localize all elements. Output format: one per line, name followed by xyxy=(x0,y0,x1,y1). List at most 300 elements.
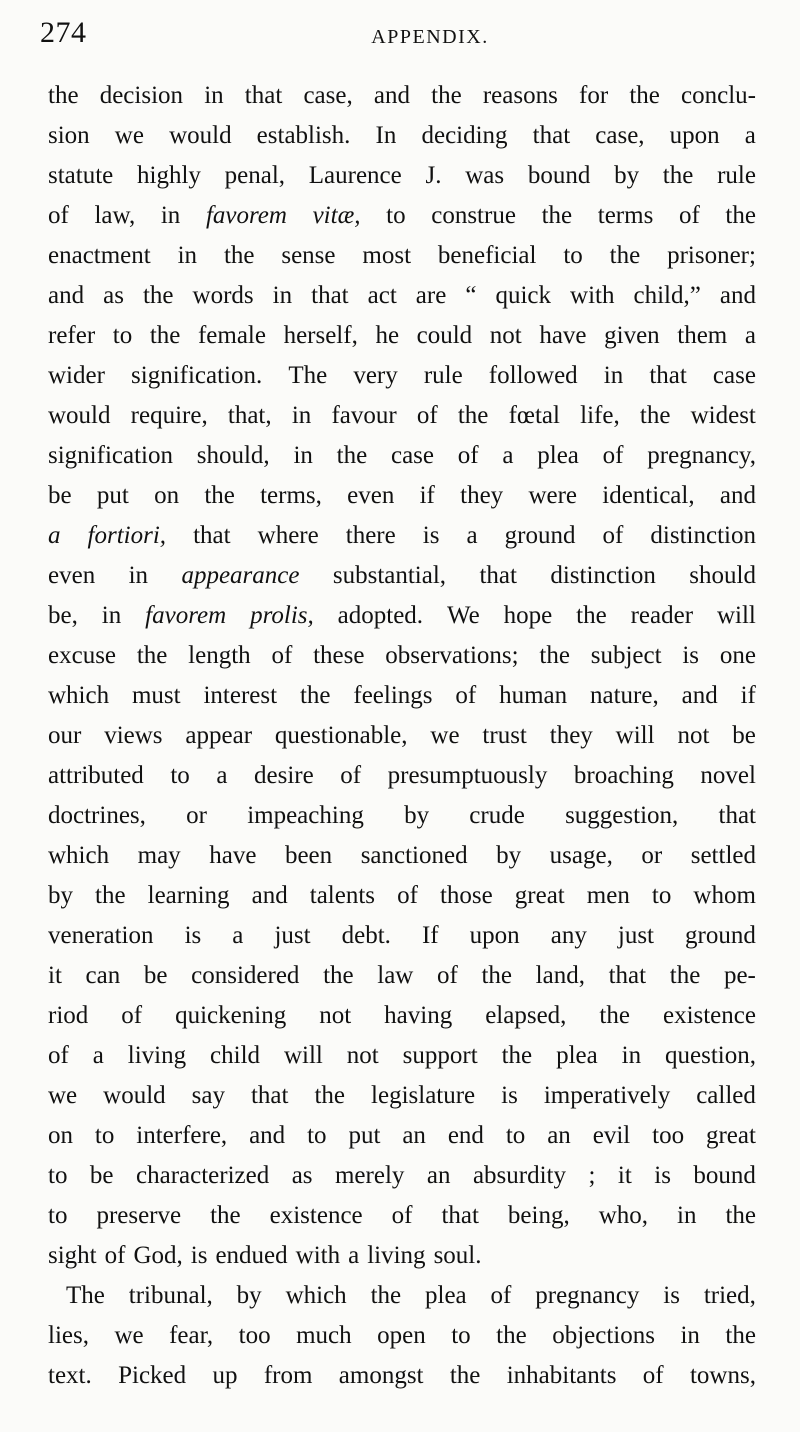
word: case xyxy=(390,442,435,469)
word: the xyxy=(136,642,168,669)
word: God, xyxy=(133,1242,183,1269)
word: length xyxy=(188,642,251,669)
body-text xyxy=(48,76,756,1396)
word: by xyxy=(48,882,73,909)
word: up xyxy=(212,1362,238,1389)
word: must xyxy=(131,682,181,709)
word: of xyxy=(416,402,438,429)
word: is xyxy=(184,922,202,949)
word: to xyxy=(48,1202,68,1229)
word: prisoner; xyxy=(667,242,756,269)
word: if xyxy=(419,482,435,509)
word: appear xyxy=(185,722,253,749)
word: our xyxy=(48,722,82,749)
word: which xyxy=(48,682,110,709)
word: plea xyxy=(425,1282,467,1309)
word: text. xyxy=(48,1362,92,1389)
word: one xyxy=(719,642,756,669)
word: with xyxy=(570,282,615,309)
text-line xyxy=(48,76,756,116)
word: is xyxy=(501,1082,518,1109)
word: questionable, xyxy=(274,722,408,749)
text-line xyxy=(48,1036,756,1076)
word: excuse xyxy=(48,642,117,669)
word: to xyxy=(170,762,190,789)
word: enactment xyxy=(48,242,151,269)
word: the xyxy=(725,202,756,229)
word: question, xyxy=(665,1042,756,1069)
word: of xyxy=(457,442,479,469)
word: these xyxy=(313,642,365,669)
word: the xyxy=(223,242,255,269)
text-line xyxy=(48,276,756,316)
word: endued xyxy=(215,1242,288,1269)
word: the xyxy=(501,1042,533,1069)
word: sense xyxy=(281,242,336,269)
word: land, xyxy=(535,962,585,989)
word: the xyxy=(599,1002,630,1029)
word: in xyxy=(160,202,181,229)
word: the xyxy=(299,682,331,709)
word: widest xyxy=(690,402,756,429)
word: establish. xyxy=(256,122,351,149)
word: a xyxy=(348,1242,360,1269)
word: a xyxy=(466,522,478,549)
word: favour xyxy=(331,402,397,429)
text-line xyxy=(48,1156,756,1196)
word: for xyxy=(579,82,609,109)
word: open xyxy=(377,1322,426,1349)
word: whom xyxy=(693,882,756,909)
word: absurdity xyxy=(472,1162,566,1189)
word: that xyxy=(718,802,756,829)
word: that xyxy=(193,522,231,549)
word: were xyxy=(528,482,578,509)
word: in xyxy=(101,602,122,629)
word: law xyxy=(377,962,414,989)
word: preserve xyxy=(96,1202,182,1229)
word: trust xyxy=(482,722,527,749)
word: of xyxy=(391,1202,413,1229)
word: terms xyxy=(597,202,654,229)
text-line xyxy=(48,476,756,516)
word: just xyxy=(274,922,311,949)
word: even xyxy=(48,562,96,589)
word: and xyxy=(719,282,756,309)
word: the xyxy=(576,602,607,629)
word: child,” xyxy=(633,282,701,309)
word: the xyxy=(314,1082,346,1109)
word: the xyxy=(336,442,368,469)
word: existence xyxy=(662,1002,756,1029)
word: as xyxy=(291,1162,313,1189)
word: that xyxy=(608,962,647,989)
text-line xyxy=(48,396,756,436)
word: case, xyxy=(595,122,645,149)
word: the xyxy=(725,1202,756,1229)
word: is xyxy=(663,1282,680,1309)
word: any xyxy=(550,922,587,949)
word: reader xyxy=(630,602,694,629)
word: is xyxy=(422,522,440,549)
word: ; xyxy=(588,1162,596,1189)
word: fear, xyxy=(169,1322,214,1349)
word: the xyxy=(541,202,573,229)
word: deciding xyxy=(421,122,508,149)
word: reasons xyxy=(482,82,558,109)
word: appearance xyxy=(181,562,300,589)
word: a xyxy=(232,922,244,949)
word: he xyxy=(375,322,400,349)
text-line xyxy=(48,756,756,796)
word: in xyxy=(177,242,198,269)
word: require, xyxy=(130,402,208,429)
word: novel xyxy=(700,762,756,789)
word: of xyxy=(121,1002,143,1029)
word: who, xyxy=(598,1202,649,1229)
word: merely xyxy=(334,1162,405,1189)
word: case, xyxy=(303,82,353,109)
word: the xyxy=(48,82,79,109)
word: too xyxy=(238,1322,271,1349)
word: learning xyxy=(147,882,230,909)
word: to xyxy=(94,1122,115,1149)
word: the xyxy=(481,962,513,989)
word: an xyxy=(547,1122,571,1149)
word: should, xyxy=(196,442,270,469)
word: highly xyxy=(137,162,201,189)
word: of xyxy=(602,522,624,549)
word: the xyxy=(629,82,660,109)
word: beneficial xyxy=(437,242,537,269)
text-line xyxy=(48,636,756,676)
text-line xyxy=(48,796,756,836)
word: distinction xyxy=(650,522,756,549)
word: fortiori, xyxy=(87,522,167,549)
word: the xyxy=(95,882,126,909)
word: suggestion, xyxy=(565,802,679,829)
word: “ xyxy=(465,282,477,309)
text-line xyxy=(48,236,756,276)
word: The xyxy=(288,362,328,389)
word: female xyxy=(197,322,266,349)
word: there xyxy=(345,522,396,549)
word: the xyxy=(370,1282,402,1309)
word: life, xyxy=(580,402,620,429)
word: can xyxy=(85,962,121,989)
word: that xyxy=(311,282,349,309)
word: broaching xyxy=(573,762,674,789)
word: distinction xyxy=(550,562,656,589)
word: be xyxy=(48,482,72,509)
word: vitæ, xyxy=(312,202,361,229)
word: given xyxy=(604,322,660,349)
word: is xyxy=(654,1162,671,1189)
word: on xyxy=(48,1122,73,1149)
word: or xyxy=(186,802,207,829)
word: favorem xyxy=(205,202,287,229)
text-line xyxy=(48,916,756,956)
word: support xyxy=(402,1042,478,1069)
word: that xyxy=(244,82,283,109)
word: doctrines, xyxy=(48,802,146,829)
text-line xyxy=(48,1276,756,1316)
word: subject xyxy=(590,642,662,669)
word: nature, xyxy=(590,682,659,709)
word: have xyxy=(209,842,257,869)
word: we xyxy=(114,122,144,149)
word: child xyxy=(210,1042,261,1069)
word: pregnancy xyxy=(535,1282,640,1309)
word: which xyxy=(48,842,110,869)
word: decision xyxy=(99,82,184,109)
word: would xyxy=(103,1082,166,1109)
word: the xyxy=(431,82,462,109)
word: not xyxy=(346,1042,379,1069)
word: Picked xyxy=(118,1362,187,1389)
word: just xyxy=(617,922,654,949)
word: we xyxy=(48,1082,78,1109)
text-line xyxy=(48,596,756,636)
word: quick xyxy=(495,282,552,309)
text-line xyxy=(48,356,756,396)
word: would xyxy=(48,402,111,429)
word: a xyxy=(502,442,514,469)
word: talents xyxy=(309,882,376,909)
word: not xyxy=(319,1002,352,1029)
word: it xyxy=(48,962,62,989)
word: rule xyxy=(423,362,463,389)
word: of xyxy=(48,1042,69,1069)
word: a xyxy=(216,762,228,789)
word: ground xyxy=(504,522,576,549)
word: much xyxy=(296,1322,352,1349)
word: the xyxy=(669,962,701,989)
word: will xyxy=(716,602,756,629)
word: evil xyxy=(592,1122,631,1149)
word: from xyxy=(263,1362,313,1389)
word: In xyxy=(375,122,397,149)
word: views xyxy=(104,722,163,749)
text-line xyxy=(48,196,756,236)
text-line xyxy=(48,316,756,356)
word: tried, xyxy=(703,1282,756,1309)
word: plea xyxy=(556,1042,598,1069)
word: in xyxy=(128,562,149,589)
word: feelings xyxy=(353,682,433,709)
word: riod xyxy=(48,1002,89,1029)
text-line xyxy=(48,676,756,716)
word: in xyxy=(680,1322,700,1349)
word: if xyxy=(740,682,756,709)
word: The xyxy=(66,1282,105,1309)
word: may xyxy=(137,842,181,869)
text-line xyxy=(48,876,756,916)
word: characterized xyxy=(136,1162,270,1189)
word: an xyxy=(402,1122,426,1149)
word: and xyxy=(373,82,410,109)
word: refer xyxy=(48,322,96,349)
word: by xyxy=(404,802,430,829)
text-line xyxy=(48,1076,756,1116)
word: or xyxy=(641,842,663,869)
word: desire xyxy=(254,762,314,789)
word: If xyxy=(421,922,439,949)
word: pe- xyxy=(723,962,756,989)
word: upon xyxy=(669,122,720,149)
word: of xyxy=(48,202,69,229)
word: adopted. xyxy=(337,602,424,629)
word: favorem xyxy=(145,602,227,629)
word: put xyxy=(96,482,129,509)
running-head xyxy=(40,16,760,52)
word: crude xyxy=(469,802,525,829)
word: should xyxy=(689,562,756,589)
word: the xyxy=(539,642,570,669)
word: to xyxy=(112,322,133,349)
word: We xyxy=(446,602,480,629)
word: attributed xyxy=(48,762,144,789)
word: as xyxy=(103,282,124,309)
word: the xyxy=(142,282,174,309)
word: where xyxy=(257,522,319,549)
word: ground xyxy=(685,922,756,949)
word: act xyxy=(367,282,397,309)
word: being, xyxy=(507,1202,570,1229)
word: they xyxy=(549,722,593,749)
word: the xyxy=(725,1322,756,1349)
page-number: 274 xyxy=(40,16,87,49)
word: lies, xyxy=(48,1322,89,1349)
word: have xyxy=(539,322,587,349)
text-line xyxy=(48,1236,756,1276)
word: fœtal xyxy=(508,402,560,429)
word: the xyxy=(609,242,641,269)
word: elapsed, xyxy=(485,1002,567,1029)
word: the xyxy=(449,1362,481,1389)
word: followed xyxy=(488,362,578,389)
word: considered xyxy=(191,962,300,989)
word: upon xyxy=(469,922,520,949)
word: by xyxy=(614,162,640,189)
word: and xyxy=(719,482,756,509)
word: not xyxy=(677,722,710,749)
word: be xyxy=(143,962,168,989)
word: terms, xyxy=(260,482,322,509)
word: to xyxy=(651,882,672,909)
word: inhabitants xyxy=(506,1362,617,1389)
word: of xyxy=(397,882,418,909)
word: the xyxy=(662,162,694,189)
text-line xyxy=(48,1356,756,1396)
word: amongst xyxy=(338,1362,424,1389)
word: with xyxy=(295,1242,341,1269)
word: be xyxy=(89,1162,114,1189)
word: usage, xyxy=(549,842,613,869)
word: bound xyxy=(527,162,591,189)
word: presumptuously xyxy=(387,762,548,789)
word: to xyxy=(451,1322,471,1349)
word: in xyxy=(621,1042,642,1069)
word: conclu- xyxy=(681,82,756,109)
word: existence xyxy=(269,1202,363,1229)
word: in xyxy=(272,282,293,309)
word: J. xyxy=(425,162,442,189)
word: plea xyxy=(537,442,579,469)
word: of xyxy=(437,962,458,989)
section-title: APPENDIX. xyxy=(371,26,489,48)
word: objections xyxy=(552,1322,655,1349)
word: signification. xyxy=(131,362,263,389)
word: that xyxy=(532,122,571,149)
text-line xyxy=(48,556,756,596)
word: not xyxy=(489,322,522,349)
word: of xyxy=(678,202,700,229)
word: they xyxy=(460,482,504,509)
word: of xyxy=(271,642,293,669)
word: case xyxy=(712,362,756,389)
text-line xyxy=(48,956,756,996)
word: identical, xyxy=(602,482,695,509)
word: which xyxy=(285,1282,347,1309)
word: a xyxy=(48,522,61,549)
word: the xyxy=(639,402,671,429)
word: rule xyxy=(717,162,756,189)
word: will xyxy=(283,1042,323,1069)
word: the xyxy=(496,1322,527,1349)
word: imperatively xyxy=(543,1082,671,1109)
word: is xyxy=(682,642,700,669)
word: sanctioned xyxy=(360,842,468,869)
word: in xyxy=(603,362,624,389)
word: say xyxy=(191,1082,225,1109)
word: herself, xyxy=(283,322,358,349)
text-line xyxy=(48,1196,756,1236)
word: prolis, xyxy=(250,602,314,629)
word: that xyxy=(479,562,517,589)
word: interest xyxy=(203,682,278,709)
word: the xyxy=(210,1202,241,1229)
word: and xyxy=(251,882,288,909)
word: impeaching xyxy=(247,802,364,829)
word: substantial, xyxy=(332,562,447,589)
text-line xyxy=(48,996,756,1036)
word: in xyxy=(204,82,224,109)
word: the xyxy=(457,402,489,429)
word: on xyxy=(154,482,180,509)
word: to xyxy=(307,1122,327,1149)
word: signification xyxy=(48,442,173,469)
word: very xyxy=(353,362,398,389)
text-line xyxy=(48,516,756,556)
word: wider xyxy=(48,362,105,389)
word: a xyxy=(92,1042,104,1069)
word: men xyxy=(586,882,630,909)
text-line xyxy=(48,116,756,156)
text-line xyxy=(48,1316,756,1356)
text-line xyxy=(48,836,756,876)
word: living xyxy=(367,1242,426,1269)
word: law, xyxy=(94,202,136,229)
word: that xyxy=(649,362,687,389)
word: we xyxy=(430,722,460,749)
word: be xyxy=(732,722,756,749)
word: by xyxy=(496,842,522,869)
word: and xyxy=(48,282,85,309)
word: a xyxy=(744,322,756,349)
word: having xyxy=(384,1002,453,1029)
word: those xyxy=(439,882,493,909)
